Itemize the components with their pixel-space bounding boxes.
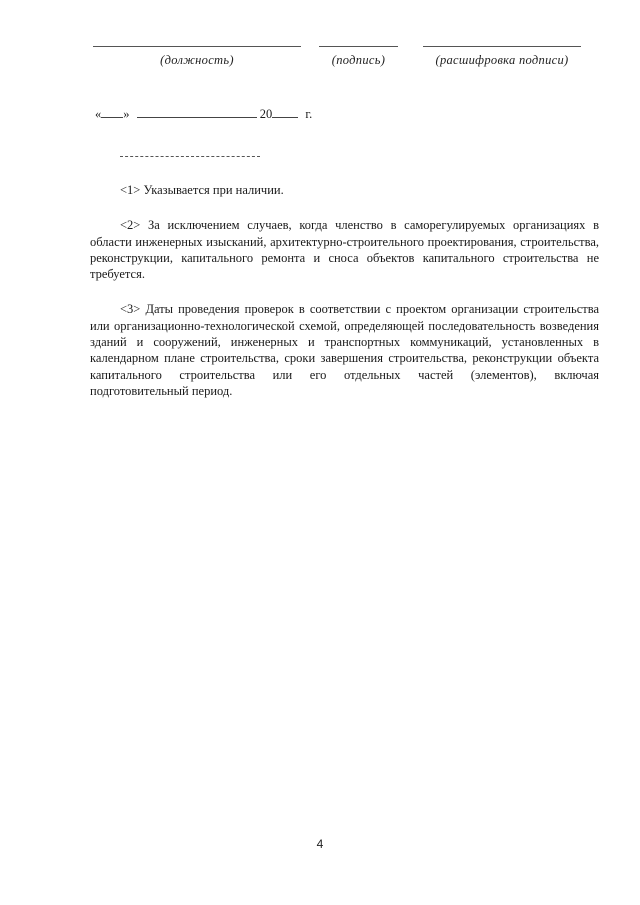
month-blank [137, 106, 257, 118]
signature-line [319, 38, 398, 47]
footnote-separator [120, 156, 260, 157]
signature-caption: (подпись) [331, 53, 386, 67]
footnote-marker: <2> [120, 218, 141, 233]
footnote-1 [90, 182, 599, 198]
date-close-quote: » [123, 107, 130, 121]
date-line [95, 106, 312, 122]
footnote-text: Даты проведения проверок в соответствии с проектом организации строительства или организационно-технологической схемой, определяющей последовательность возведения зданий и сооружений, инженерных и транспортных коммуникаций, установленных в календарном плане строительства, сроки завершения строительства, реконструкции объекта капитального строительства или его отдельных частей (элементов), включая подготовительный период. [90, 302, 600, 398]
decoding-caption: (расшифровка подписи) [435, 53, 569, 67]
year-suffix: г. [305, 107, 313, 121]
year-prefix: 20 [259, 107, 273, 121]
position-caption: (должность) [160, 53, 234, 67]
page-number: 4 [316, 837, 324, 851]
position-field [93, 38, 301, 68]
decoding-line [423, 38, 581, 47]
decoding-field [423, 38, 581, 68]
footnote-marker: <3> [120, 302, 141, 317]
signature-block [0, 38, 640, 78]
signature-field [319, 38, 398, 68]
footnotes [90, 182, 599, 418]
footnote-marker: <1> [120, 183, 141, 197]
footnote-text: Указывается при наличии. [143, 183, 284, 197]
date-open-quote: « [95, 107, 102, 121]
position-line [93, 38, 301, 47]
year-blank [272, 106, 298, 118]
day-blank [101, 106, 123, 118]
footnote-text: За исключением случаев, когда членство в саморегулируемых организациях в области инженерных изысканий, архитектурно-строительного проектирования, строительства, реконструкции, капитального ремонта и сноса объектов капитального строительства не требуется. [90, 218, 599, 282]
footnote-2 [90, 217, 599, 282]
footnote-3 [90, 301, 599, 399]
